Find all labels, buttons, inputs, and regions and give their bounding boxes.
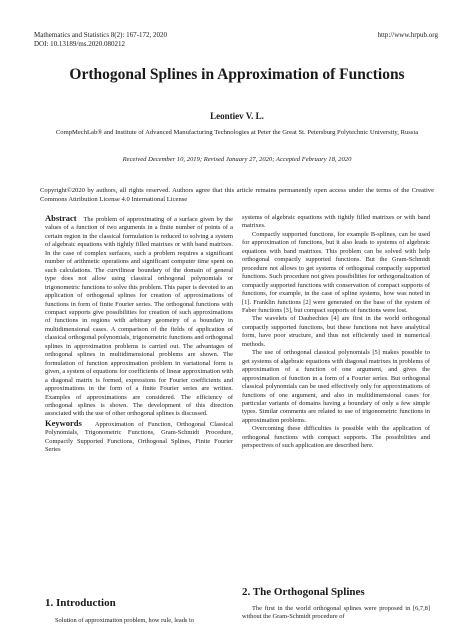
journal-header <box>34 31 167 49</box>
paragraph: systems of algebraic equations with tightly filled matrixes or with band matrixes. <box>242 214 430 230</box>
journal-url[interactable]: http://www.hrpub.org <box>377 31 438 39</box>
publication-dates: Received December 10, 2019; Revised January 27, 2020; Accepted February 18, 2020 <box>122 156 352 163</box>
affiliation: CompMechLab® and Institute of Advanced Manufacturing Technologies at Peter the Great St. Petersburg Polytechnic University, Russia <box>55 129 419 136</box>
section-text-introduction: Solution of approximation problem, how rule, leads to <box>55 617 194 624</box>
section-heading-orthogonal-splines: 2. The Orthogonal Splines <box>242 586 365 598</box>
doi: DOI: 10.13189/ms.2020.080212 <box>34 40 125 48</box>
authors: Leontiev V. L. <box>210 111 264 121</box>
copyright-notice: Copyright©2020 by authors, all rights reserved. Authors agree that this article remains permanently open access under the terms of the Creative Commons Attribution License 4.0 International License <box>40 187 434 203</box>
keywords-text: Approximation of Function, Orthogonal Classical Polynomials, Trigonometric Functions, Gram-Schmidt Procedure, Compactly Supported Functions, Orthogonal Splines, Finite Fourier Series <box>45 420 234 454</box>
section-text-orthogonal-splines: The first in the world orthogonal splines were proposed in [6,7,8] without the Gram-Schmidt procedure of <box>242 605 430 621</box>
abstract-label: Abstract <box>45 213 77 223</box>
keywords-label: Keywords <box>45 417 82 428</box>
abstract <box>45 214 233 419</box>
paragraph: The wavelets of Daubechies [4] are first in the world orthogonal compactly supported functions, but these functions not have analytical form, have poor structure, and thus not efficiently used in numerical methods. <box>242 315 430 348</box>
keywords <box>45 419 233 455</box>
paragraph: Overcoming these difficulties is possible with the application of orthogonal functions with compact supports. The possibilities and perspectives of such application are described here. <box>242 425 430 450</box>
paper-title: Orthogonal Splines in Approximation of Functions <box>69 66 405 83</box>
paragraph: Compactly supported functions, for example B-splines, can be used for approximation of functions, but it also leads to systems of algebraic equations with band matrixes. This problem can be solved with help orthogonal compactly supported functions. But the Gram-Schmidt procedure not allows to get systems of orthogonal compactly supported functions. Such procedure not gives possibilities for orthogonalization of compactly supported functions with conservation of compact supports of functions, for example, in the case of spline systems, how was noted in [1]. Franklin functions [2] were generated on the base of the system of Faber functions [3], but compact supports of functions were lost. <box>242 230 430 314</box>
abstract-text: The problem of approximating of a surface given by the values of a function of two arguments in a finite number of points of a certain region in the classical formulation is reduced to solving a system of algebraic equations with tightly filled matrixes or with band matrixes. In the case of complex surfaces, such a problem requires a significant number of arithmetic operations and significant computer time spent on such calculations. The curvilinear boundary of the domain of general type does not allow using classical orthogonal polynomials or trigonometric functions to solve this problem. This paper is devoted to an application of orthogonal splines for creation of approximations of functions in form of finite Fourier series. The orthogonal functions with compact supports give possibilities for creation of such approximations of functions in regions with arbitrary geometry of a boundary in multidimensional cases. A comparison of the fields of application of classical orthogonal polynomials, trigonometric functions and orthogonal splines in approximation problems is carried out. The advantages of orthogonal splines in multidimensional problems are shown. The formulation of function approximation problem in variational form is given, a system of equations for coefficients of linear approximation with a diagonal matrix is formed, expressions for Fourier coefficients and approximations in the form of a finite Fourier series are written. Examples of approximations are considered. The efficiency of orthogonal splines is shown. The development of this direction associated with the use of other orthogonal splines is discussed. <box>45 216 233 418</box>
journal-citation: Mathematics and Statistics 8(2): 167-172, 2020 <box>34 31 167 39</box>
section-heading-introduction: 1. Introduction <box>45 597 116 609</box>
right-column <box>242 214 430 451</box>
left-column <box>45 214 233 455</box>
paragraph: The use of orthogonal classical polynomials [5] makes possible to get systems of algebraic equations with diagonal matrixes in problems of approximation of a function of one argument, and gives the approximation of function in a form of a Fourier series. But orthogonal classical polynomials can be used effectively only for approximations of functions of one argument, and also in multidimensional cases for particular variants of domains having a boundary of only a few simple types. Similar comments are related to use of trigonometric functions in approximation problems. <box>242 349 430 424</box>
